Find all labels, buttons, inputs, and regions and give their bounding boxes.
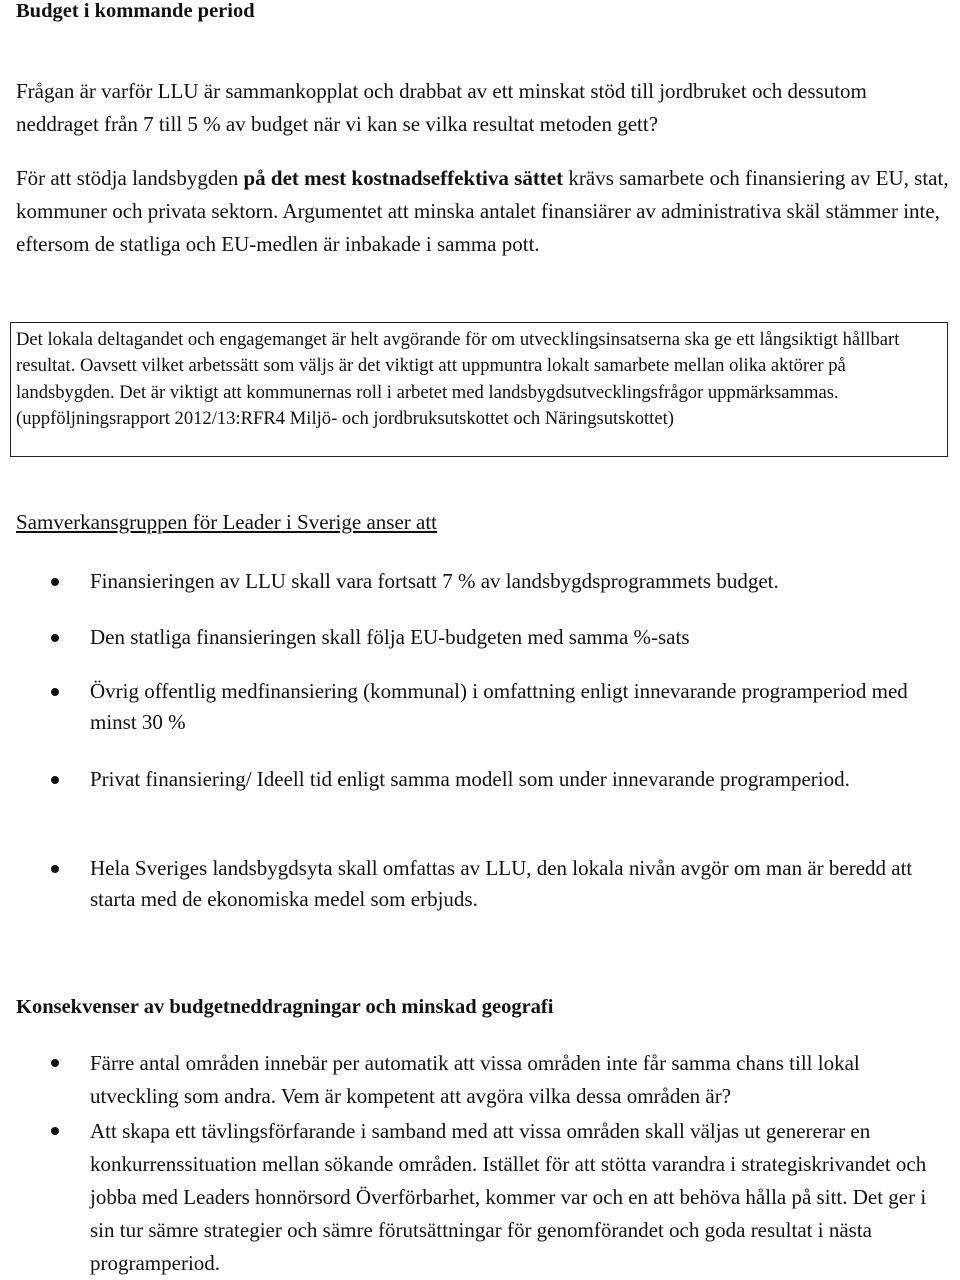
bullet-icon [51,776,59,784]
list-item-text: Att skapa ett tävlingsförfarande i samband med att vissa områden skall väljas ut genererar en konkurrenssituation mellan sökande områden. Istället för att stötta varandra i strategiskrivandet och jobba med Leaders honnörsord Överförbarhet, kommer var och en att behöva hålla på sitt. Det ger i sin tur sämre strategier och sämre förutsättningar för genomförandet och goda resultat i nästa programperiod. [90,1119,927,1275]
bullet-icon [51,1127,59,1135]
paragraph-financing [16,162,951,261]
list-item-text: Hela Sveriges landsbygdsyta skall omfattas av LLU, den lokala nivån avgör om man är beredd att starta med de ekonomiska medel som erbjuds. [90,856,913,911]
bullet-icon [51,634,59,642]
list-item-text: Färre antal områden innebär per automatik att vissa områden inte får samma chans till lokal utveckling som andra. Vem är kompetent att avgöra vilka dessa områden är? [90,1051,860,1108]
bullet-icon [51,865,59,873]
list-item-text: Finansieringen av LLU skall vara fortsatt 7 % av landsbygdsprogrammets budget. [90,569,779,593]
paragraph-financing-bold: på det mest kostnadseffektiva sättet [243,166,564,190]
paragraph-question: Frågan är varför LLU är sammankopplat och drabbat av ett minskat stöd till jordbruket och dessutom neddraget från 7 till 5 % av budget när vi kan se vilka resultat metoden gett? [16,79,867,136]
paragraph-financing-start: För att stödja landsbygden [16,166,244,190]
section-heading-consequences: Konsekvenser av budgetneddragningar och minskad geografi [16,996,554,1018]
list-item-text: Övrig offentlig medfinansiering (kommunal) i omfattning enligt innevarande programperiod med minst 30 % [90,679,908,734]
bullet-icon [51,688,59,696]
list-item-text: Privat finansiering/ Ideell tid enligt samma modell som under innevarande programperiod. [90,767,850,791]
section-heading-budget: Budget i kommande period [16,0,255,22]
paragraph-financing-end: krävs samarbete och finansiering av EU, stat, kommuner och privata sektorn. Argumentet att minska antalet finansiärer av administrativa skäl stämmer inte, eftersom de statliga och EU-medlen är inbakade i samma pott. [16,166,949,256]
bullet-icon [51,1059,59,1067]
bullet-icon [51,578,59,586]
list-item-text: Den statliga finansieringen skall följa EU-budgeten med samma %-sats [90,625,690,649]
subheading-leader-group: Samverkansgruppen för Leader i Sverige anser att [16,510,438,534]
quote-box [10,322,948,457]
quote-box-text: Det lokala deltagandet och engagemanget är helt avgörande för om utvecklingsinsatserna ska ge ett långsiktigt hållbart resultat. Oavsett vilket arbetssätt som väljs är det viktigt att uppmuntra lokalt samarbete mellan olika aktörer på landsbygden. Det är viktigt att kommunernas roll i arbetet med landsbygdsutvecklingsfrågor uppmärksammas. (uppföljningsrapport 2012/13:RFR4 Miljö- och jordbruksutskottet och Näringsutskottet) [16,329,900,430]
